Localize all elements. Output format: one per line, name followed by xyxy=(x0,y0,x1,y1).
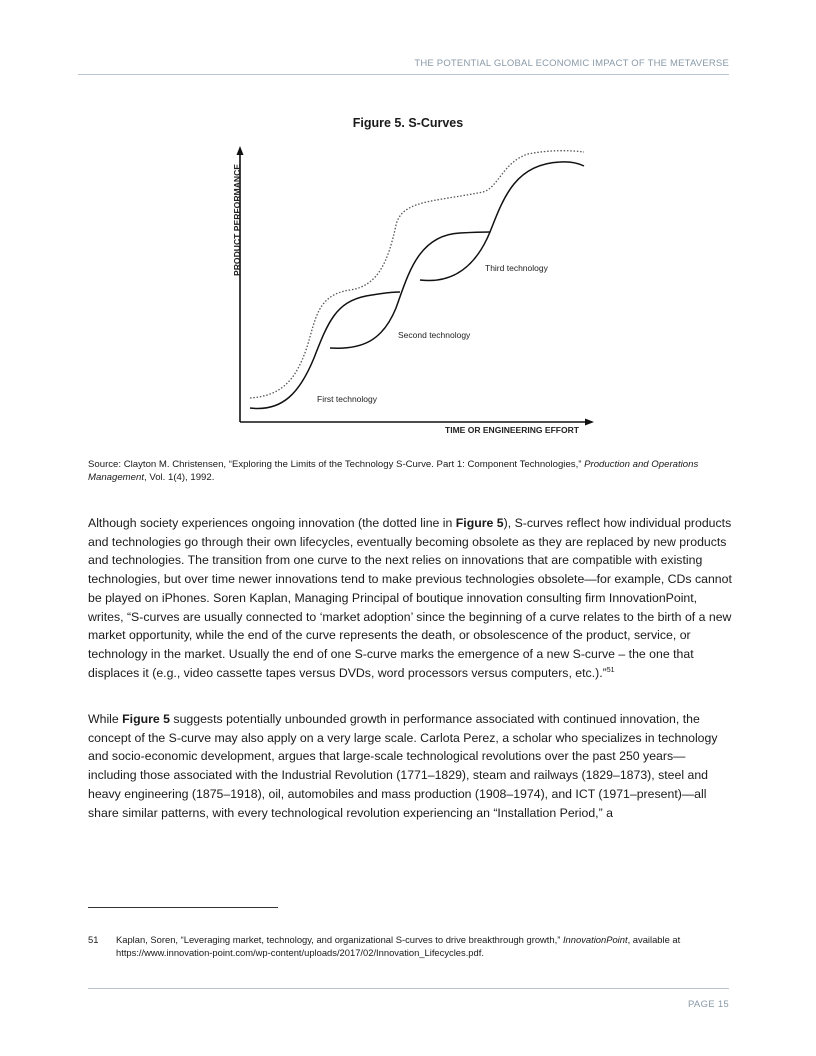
footer-divider xyxy=(88,988,729,989)
figure-source xyxy=(88,459,738,484)
x-axis-arrow-icon xyxy=(585,419,594,426)
x-axis-label: TIME OR ENGINEERING EFFORT xyxy=(445,426,580,435)
paragraph-2-part1: While xyxy=(88,712,123,726)
paragraph-1-part1: Although society experiences ongoing innovation (the dotted line in xyxy=(88,516,456,530)
paragraph-1 xyxy=(88,514,733,682)
paragraph-2-part2: suggests potentially unbounded growth in performance associated with continued innovation, the concept of the S-curve may also apply on a very large scale. Carlota Perez, a scholar who specializes in technology and socio-economic development, argues that large-scale technological revolutions over the past 250 years—including those associated with the Industrial Revolution (1771–1829), steam and railways (1829–1873), steel and heavy engineering (1875–1918), oil, automobiles and mass production (1908–1974), and ICT (1971–present)—all share similar patterns, with every technological revolution experiencing an “Installation Period,” a xyxy=(88,712,718,820)
second-technology-label: Second technology xyxy=(398,330,471,340)
paragraph-2 xyxy=(88,710,733,822)
source-prefix: Source: Clayton M. Christensen, “Exploring the Limits of the Technology S-Curve. Part 1: Component Technologies,” xyxy=(88,459,585,470)
source-journal: Production and Operations Management xyxy=(88,459,699,483)
footnote-divider xyxy=(88,907,278,908)
third-technology-label: Third technology xyxy=(485,263,548,273)
page-number: PAGE 15 xyxy=(688,999,729,1010)
running-header: THE POTENTIAL GLOBAL ECONOMIC IMPACT OF THE METAVERSE xyxy=(414,58,729,69)
footnote-prefix: Kaplan, Soren, “Leveraging market, technology, and organizational S-curves to drive breakthrough growth,” xyxy=(116,934,563,945)
figure-title: Figure 5. S-Curves xyxy=(352,116,464,130)
figure-5-reference: Figure 5 xyxy=(455,516,504,530)
footnote-source: InnovationPoint xyxy=(562,934,628,945)
first-technology-label: First technology xyxy=(317,394,377,404)
s-curves-figure xyxy=(228,140,600,440)
footnote-suffix: , available at https://www.innovation-point.com/wp-content/uploads/2017/02/Innovation_Lifecycles.pdf. xyxy=(116,934,681,958)
source-suffix: , Vol. 1(4), 1992. xyxy=(144,471,215,483)
dotted-innovation-line xyxy=(250,151,584,398)
paragraph-1-part2: ), S-curves reflect how individual products and technologies go through their own lifecycles, eventually becoming obsolete as they are replaced by new products and technologies. The transition from one curve to the next relies on innovations that are compatible with existing technologies, but over time newer innovations tend to make previous technologies obsolete—for example, CDs cannot be played on iPhones. Soren Kaplan, Managing Principal of boutique innovation consulting firm InnovationPoint, writes, “S-curves are usually connected to ‘market adoption’ since the beginning of a curve relates to the birth of a new market opportunity, while the end of the curve represents the death, or obsolescence of the product, service, or technology in the market. Usually the end of one S-curve marks the emergence of a new S-curve – the one that displaces it (e.g., video cassette tapes versus DVDs, word processors versus computers, etc.).” xyxy=(88,516,732,680)
footnote-ref-51[interactable]: 51 xyxy=(606,666,615,674)
footnote xyxy=(88,934,738,959)
figure-5-reference: Figure 5 xyxy=(122,712,171,726)
y-axis-label: PRODUCT PERFORMANCE xyxy=(233,174,242,276)
y-axis-arrow-icon xyxy=(237,146,244,155)
first-technology-curve xyxy=(250,292,400,409)
header-divider xyxy=(78,74,729,75)
footnote-number: 51 xyxy=(88,934,99,945)
